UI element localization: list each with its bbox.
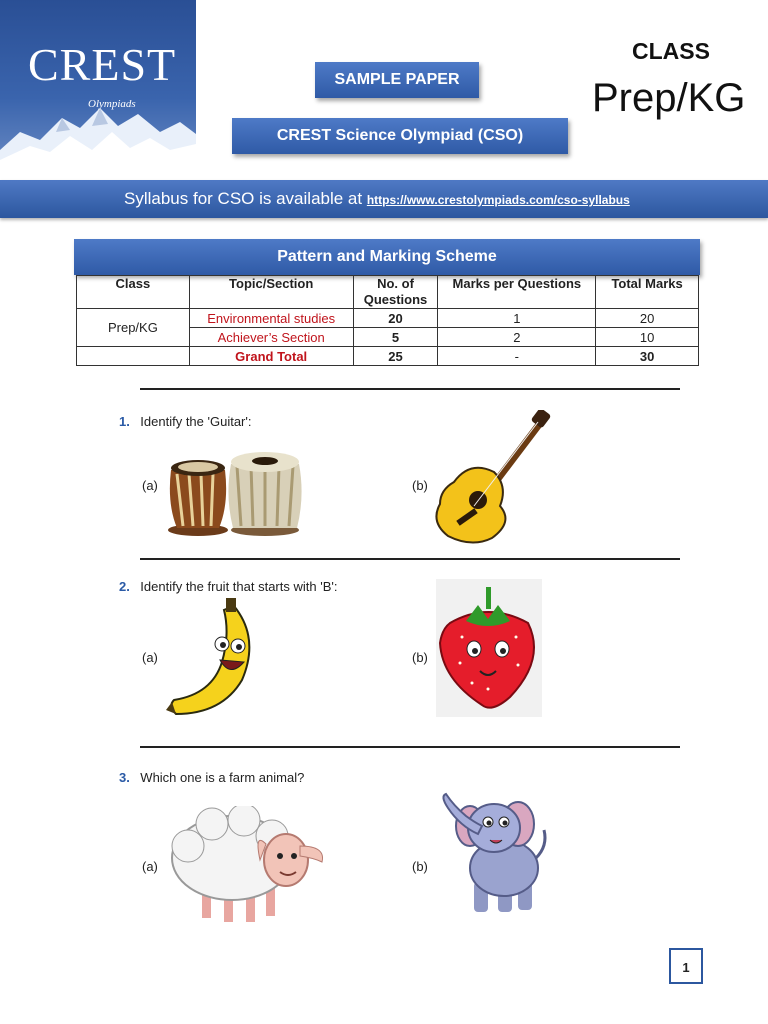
divider bbox=[140, 558, 680, 560]
question-text: Which one is a farm animal? bbox=[140, 770, 305, 785]
marks-per-cell: 1 bbox=[438, 309, 596, 328]
syllabus-link[interactable]: https://www.crestolympiads.com/cso-syllabus bbox=[366, 193, 630, 207]
logo-brand: CREST bbox=[28, 39, 177, 90]
option-a-label: (a) bbox=[142, 650, 158, 665]
question-number: 1. bbox=[119, 414, 130, 429]
guitar-image[interactable] bbox=[430, 410, 552, 546]
col-header: No. of Questions bbox=[353, 276, 438, 309]
class-label: CLASS bbox=[632, 38, 710, 64]
sheep-image[interactable] bbox=[168, 806, 328, 928]
option-a-label: (a) bbox=[142, 478, 158, 493]
topic-cell: Grand Total bbox=[189, 347, 353, 366]
class-value: Prep/KG bbox=[592, 76, 746, 120]
elephant-image[interactable] bbox=[432, 786, 554, 918]
logo-subtitle: Olympiads bbox=[88, 98, 136, 110]
divider bbox=[140, 388, 680, 390]
col-header: Class bbox=[77, 276, 190, 309]
olympiad-name-label: CREST Science Olympiad (CSO) bbox=[232, 118, 568, 154]
marking-scheme-title: Pattern and Marking Scheme bbox=[74, 239, 700, 275]
option-b-label: (b) bbox=[412, 478, 428, 493]
marking-scheme-table bbox=[76, 275, 699, 366]
question-3 bbox=[119, 769, 304, 787]
question-text: Identify the 'Guitar': bbox=[140, 414, 252, 429]
class-cell: Prep/KG bbox=[77, 309, 190, 347]
marks-per-cell: - bbox=[438, 347, 596, 366]
questions-cell: 20 bbox=[353, 309, 438, 328]
question-text: Identify the fruit that starts with 'B': bbox=[140, 579, 338, 594]
question-number: 2. bbox=[119, 579, 130, 594]
col-header: Topic/Section bbox=[189, 276, 353, 309]
divider bbox=[140, 746, 680, 748]
table-header-row bbox=[77, 276, 699, 309]
option-b-label: (b) bbox=[412, 859, 428, 874]
tabla-drums-image[interactable] bbox=[163, 444, 303, 538]
total-cell: 20 bbox=[596, 309, 699, 328]
question-2 bbox=[119, 578, 337, 596]
strawberry-image[interactable] bbox=[436, 579, 542, 717]
table-row bbox=[77, 347, 699, 366]
questions-cell: 5 bbox=[353, 328, 438, 347]
marks-per-cell: 2 bbox=[438, 328, 596, 347]
col-header: Marks per Questions bbox=[438, 276, 596, 309]
syllabus-text: Syllabus for CSO is available at bbox=[124, 189, 363, 208]
total-cell: 30 bbox=[596, 347, 699, 366]
col-header: Total Marks bbox=[596, 276, 699, 309]
total-cell: 10 bbox=[596, 328, 699, 347]
topic-cell: Achiever’s Section bbox=[189, 328, 353, 347]
table-row bbox=[77, 309, 699, 328]
syllabus-bar bbox=[0, 180, 768, 218]
empty-cell bbox=[77, 347, 190, 366]
sample-paper-label: SAMPLE PAPER bbox=[315, 62, 479, 98]
option-b-label: (b) bbox=[412, 650, 428, 665]
option-a-label: (a) bbox=[142, 859, 158, 874]
topic-cell: Environmental studies bbox=[189, 309, 353, 328]
questions-cell: 25 bbox=[353, 347, 438, 366]
question-number: 3. bbox=[119, 770, 130, 785]
question-1 bbox=[119, 413, 251, 431]
crest-logo bbox=[0, 0, 196, 178]
page-number: 1 bbox=[669, 948, 703, 984]
banana-image[interactable] bbox=[164, 598, 268, 720]
